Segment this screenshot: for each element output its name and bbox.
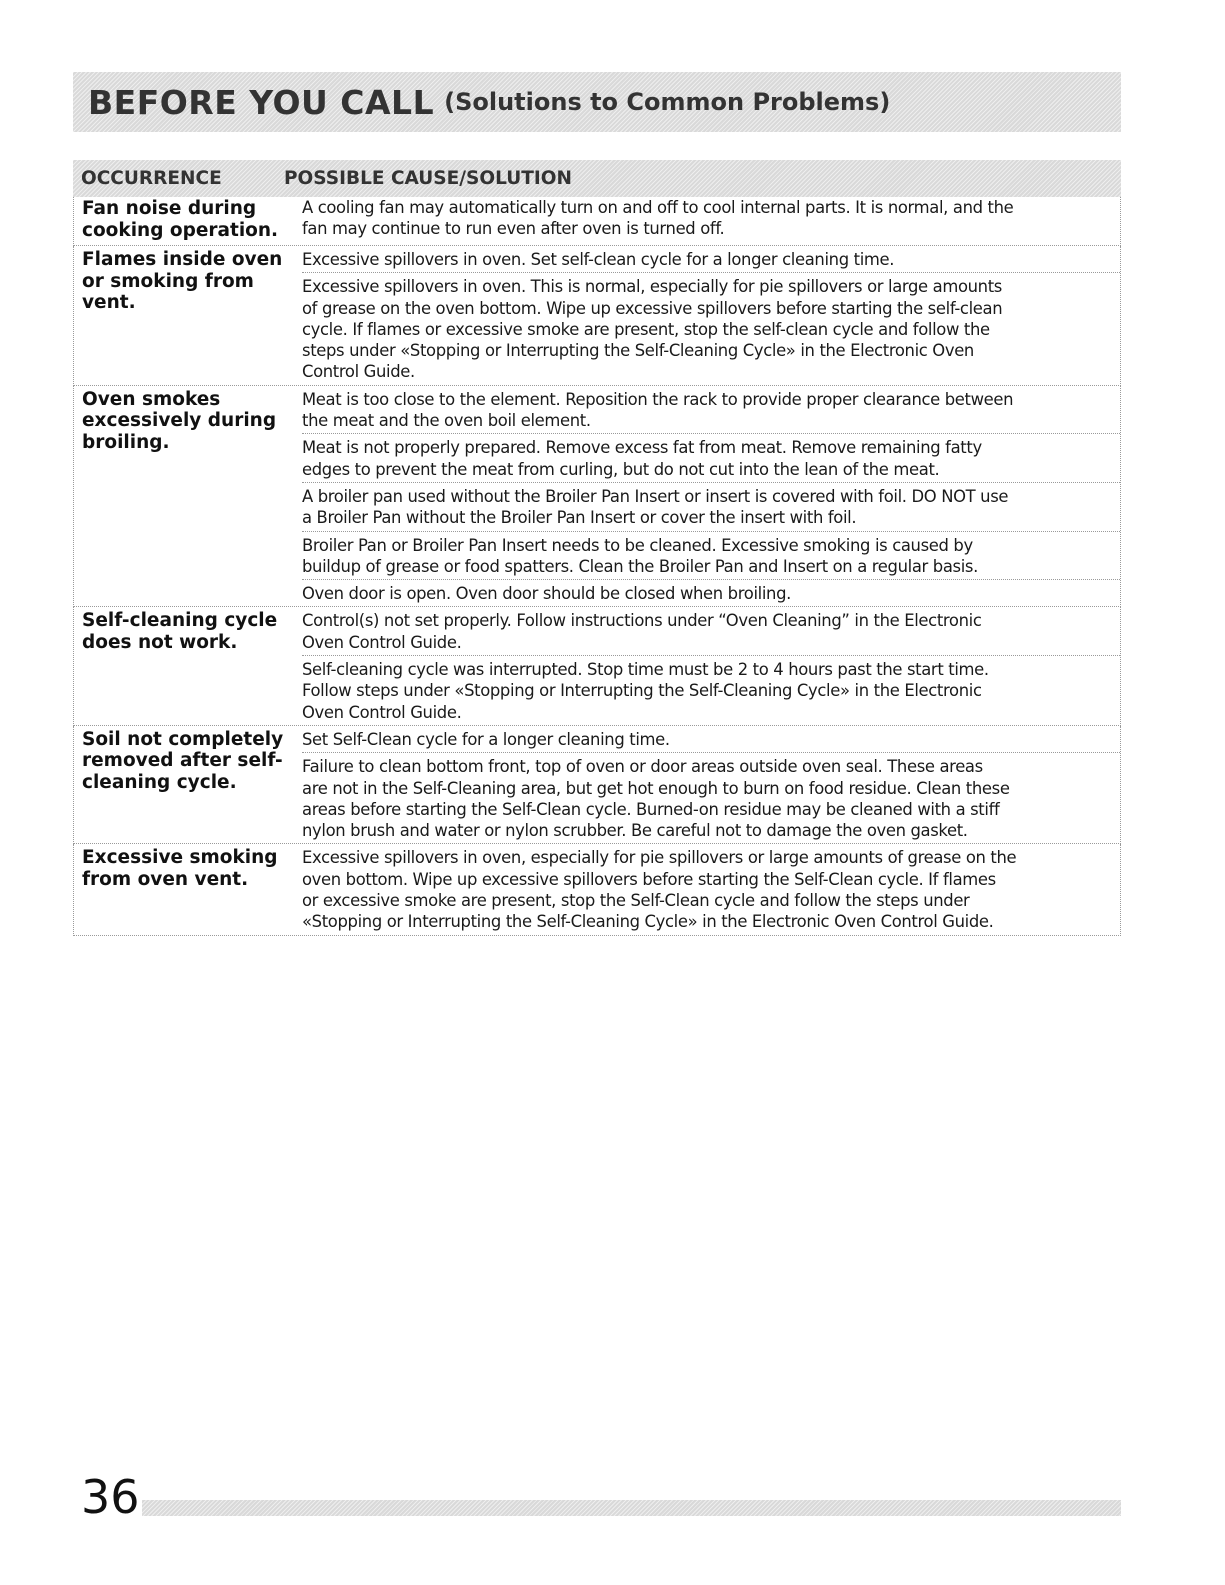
solution-cell: Meat is not properly prepared. Remove excess fat from meat. Remove remaining fatty edges to prevent the meat from curling, but do not cut into the lean of the meat. <box>302 438 982 479</box>
page-footer <box>73 1472 1121 1522</box>
table-row <box>73 607 1121 725</box>
column-header-solution: POSSIBLE CAUSE/SOLUTION <box>284 168 572 189</box>
occurrence-cell: Oven smokes excessively during broiling. <box>82 388 277 453</box>
solution-cell: Meat is too close to the element. Reposition the rack to provide proper clearance between the meat and the oven boil element. <box>302 389 1014 431</box>
table-row <box>73 246 1121 386</box>
solution-cell: A cooling fan may automatically turn on and off to cool internal parts. It is normal, and the fan may continue to run even after oven is turned off. <box>302 198 1014 239</box>
troubleshooting-table <box>73 160 1121 936</box>
table-row <box>73 197 1121 246</box>
page-title: BEFORE YOU CALL <box>88 82 435 122</box>
page-header-banner <box>73 72 1121 132</box>
solution-cell: A broiler pan used without the Broiler Pan Insert or insert is covered with foil. DO NOT use a Broiler Pan without the Broiler Pan Insert or cover the insert with foil. <box>302 486 1009 528</box>
solution-cell: Control(s) not set properly. Follow instructions under “Oven Cleaning” in the Electronic Oven Control Guide. <box>302 611 982 652</box>
solution-cell: Broiler Pan or Broiler Pan Insert needs to be cleaned. Excessive smoking is caused by buildup of grease or food spatters. Clean the Broiler Pan and Insert on a regular basis. <box>302 535 978 576</box>
occurrence-cell: Self-cleaning cycle does not work. <box>82 610 278 653</box>
page-number: 36 <box>81 1470 140 1524</box>
footer-rule <box>133 1500 1121 1516</box>
occurrence-cell: Excessive smoking from oven vent. <box>82 847 278 890</box>
solution-cell: Excessive spillovers in oven. This is normal, especially for pie spillovers or large amounts of grease on the oven bottom. Wipe up excessive spillovers before starting the self-clean cycle. If flames or excessive smoke are present, stop the self-clean cycle and follow the steps under «Stopping or Interrupting the Self-Cleaning Cycle» in the Electronic Oven Control Guide. <box>302 277 1003 382</box>
column-header-occurrence: OCCURRENCE <box>81 168 222 189</box>
solution-cell: Set Self-Clean cycle for a longer cleaning time. <box>302 729 670 749</box>
solution-cell: Excessive spillovers in oven, especially for pie spillovers or large amounts of grease on the oven bottom. Wipe up excessive spillovers before starting the Self-Clean cycle. If flames or excessive smoke are present, stop the Self-Clean cycle and follow the steps under «Stopping or Interrupting the Self-Cleaning Cycle» in the Electronic Oven Control Guide. <box>302 848 1017 932</box>
table-row <box>73 844 1121 935</box>
solution-cell: Excessive spillovers in oven. Set self-clean cycle for a longer cleaning time. <box>302 250 895 269</box>
page-subtitle: (Solutions to Common Problems) <box>444 88 891 116</box>
occurrence-cell: Flames inside oven or smoking from vent. <box>82 249 283 313</box>
table-row <box>73 386 1121 608</box>
occurrence-cell: Fan noise during cooking operation. <box>82 198 279 241</box>
solution-cell: Self-cleaning cycle was interrupted. Stop time must be 2 to 4 hours past the start time. Follow steps under «Stopping or Interrupting the Self-Cleaning Cycle» in the Electronic Oven Control Guide. <box>302 660 989 722</box>
solution-cell: Oven door is open. Oven door should be closed when broiling. <box>302 584 792 604</box>
table-row <box>73 726 1121 844</box>
table-header-row <box>73 160 1121 197</box>
occurrence-cell: Soil not completely removed after self- cleaning cycle. <box>82 728 284 793</box>
solution-cell: Failure to clean bottom front, top of oven or door areas outside oven seal. These areas are not in the Self-Cleaning area, but get hot enough to burn on food residue. Clean these areas before starting the Self-Clean cycle. Burned-on residue may be cleaned with a stiff nylon brush and water or nylon scrubber. Be careful not to damage the oven gasket. <box>302 757 1010 841</box>
